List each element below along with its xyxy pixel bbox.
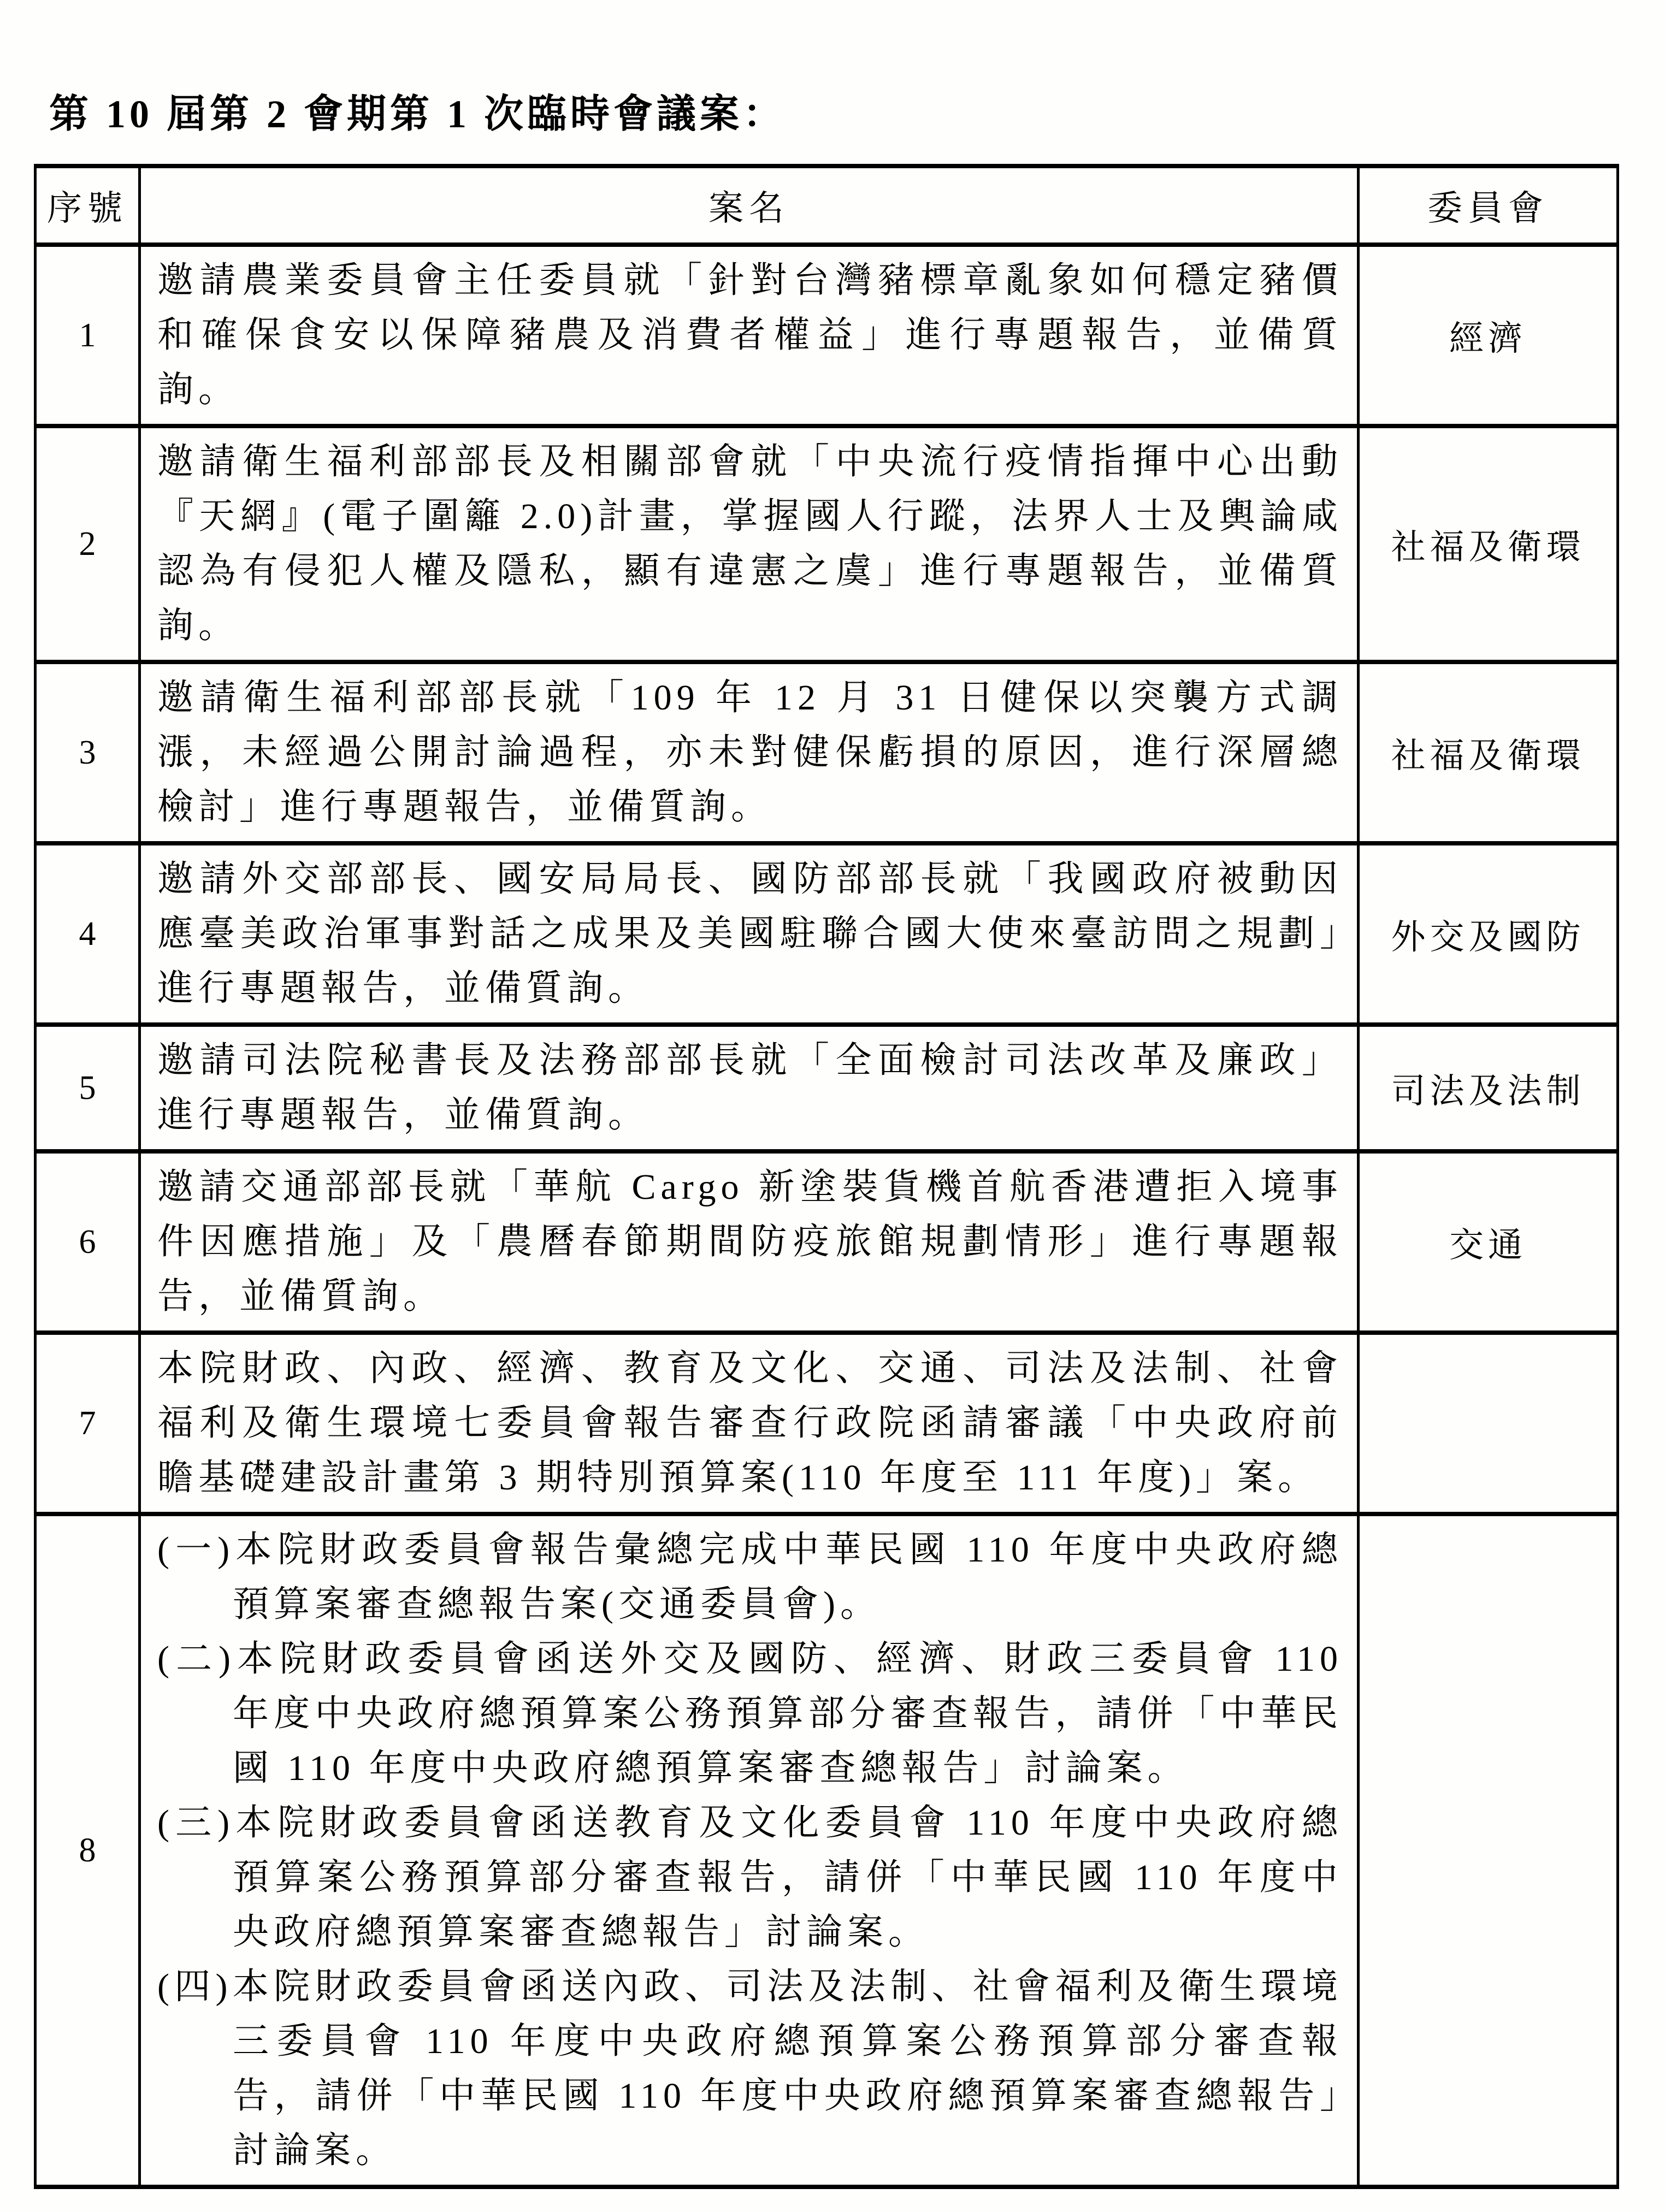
- case-list-item: (三)本院財政委員會函送教育及文化委員會 110 年度中央政府總預算案公務預算部分審查報告，請併「中華民國 110 年度中央政府總預算案審查總報告」討論案。: [157, 1803, 1343, 1952]
- case-name-cell: 邀請衛生福利部部長就「109 年 12 月 31 日健保以突襲方式調漲，未經過公開討論過程，亦未對健保虧損的原因，進行深層總檢討」進行專題報告，並備質詢。: [140, 662, 1359, 843]
- agenda-table-body: [36, 245, 1618, 2187]
- case-list-item: (一)本院財政委員會報告彙總完成中華民國 110 年度中央政府總預算案審查總報告案(交通委員會)。: [157, 1530, 1343, 1624]
- col-header-case: 案名: [140, 166, 1359, 245]
- row-number-cell: 4: [36, 843, 140, 1025]
- col-header-committee: 委員會: [1359, 166, 1618, 245]
- document-title: 第 10 屆第 2 會期第 1 次臨時會議案：: [49, 92, 787, 136]
- committee-cell: 交通: [1359, 1151, 1618, 1333]
- committee-cell: 外交及國防: [1359, 843, 1618, 1025]
- row-number-cell: 3: [36, 662, 140, 843]
- committee-cell: 司法及法制: [1359, 1025, 1618, 1151]
- case-name-cell: 邀請衛生福利部部長及相關部會就「中央流行疫情指揮中心出動『天網』(電子圍籬 2.0)計畫，掌握國人行蹤，法界人士及輿論咸認為有侵犯人權及隱私，顯有違憲之虞」進行專題報告，並備質詢。: [140, 426, 1359, 662]
- agenda-table: [34, 164, 1619, 2189]
- row-number-cell: 7: [36, 1333, 140, 1514]
- case-name-cell: 邀請外交部部長、國安局局長、國防部部長就「我國政府被動因應臺美政治軍事對話之成果及美國駐聯合國大使來臺訪問之規劃」進行專題報告，並備質詢。: [140, 843, 1359, 1025]
- committee-cell: [1359, 1514, 1618, 2187]
- committee-cell: 經濟: [1359, 245, 1618, 426]
- case-name-cell: 邀請農業委員會主任委員就「針對台灣豬標章亂象如何穩定豬價和確保食安以保障豬農及消費者權益」進行專題報告，並備質詢。: [140, 245, 1359, 426]
- table-header: [36, 166, 1618, 245]
- header-row: [36, 166, 1618, 245]
- case-list-item: (二)本院財政委員會函送外交及國防、經濟、財政三委員會 110 年度中央政府總預算案公務預算部分審查報告，請併「中華民國 110 年度中央政府總預算案審查總報告」討論案。: [157, 1639, 1343, 1788]
- row-number-cell: 1: [36, 245, 140, 426]
- row-number-cell: 6: [36, 1151, 140, 1333]
- table-row: [36, 245, 1618, 426]
- committee-cell: 社福及衛環: [1359, 662, 1618, 843]
- committee-cell: 社福及衛環: [1359, 426, 1618, 662]
- table-row: [36, 426, 1618, 662]
- case-name-cell: 邀請司法院秘書長及法務部部長就「全面檢討司法改革及廉政」進行專題報告，並備質詢。: [140, 1025, 1359, 1151]
- case-name-cell: 邀請交通部部長就「華航 Cargo 新塗裝貨機首航香港遭拒入境事件因應措施」及「農曆春節期間防疫旅館規劃情形」進行專題報告，並備質詢。: [140, 1151, 1359, 1333]
- table-row: [36, 662, 1618, 843]
- table-row: [36, 1151, 1618, 1333]
- case-list-item: (四)本院財政委員會函送內政、司法及法制、社會福利及衛生環境三委員會 110 年度中央政府總預算案公務預算部分審查報告，請併「中華民國 110 年度中央政府總預算案審查總報告」討論案。: [157, 1967, 1343, 2170]
- col-header-no: 序號: [36, 166, 140, 245]
- case-name-cell: [140, 1514, 1359, 2187]
- table-row: [36, 843, 1618, 1025]
- committee-cell: [1359, 1333, 1618, 1514]
- row-number-cell: 2: [36, 426, 140, 662]
- table-row: [36, 1025, 1618, 1151]
- row-number-cell: 5: [36, 1025, 140, 1151]
- row-number-cell: 8: [36, 1514, 140, 2187]
- table-row: [36, 1333, 1618, 1514]
- table-row: [36, 1514, 1618, 2187]
- case-name-cell: 本院財政、內政、經濟、教育及文化、交通、司法及法制、社會福利及衛生環境七委員會報告審查行政院函請審議「中央政府前瞻基礎建設計畫第 3 期特別預算案(110 年度至 111 年度)」案。: [140, 1333, 1359, 1514]
